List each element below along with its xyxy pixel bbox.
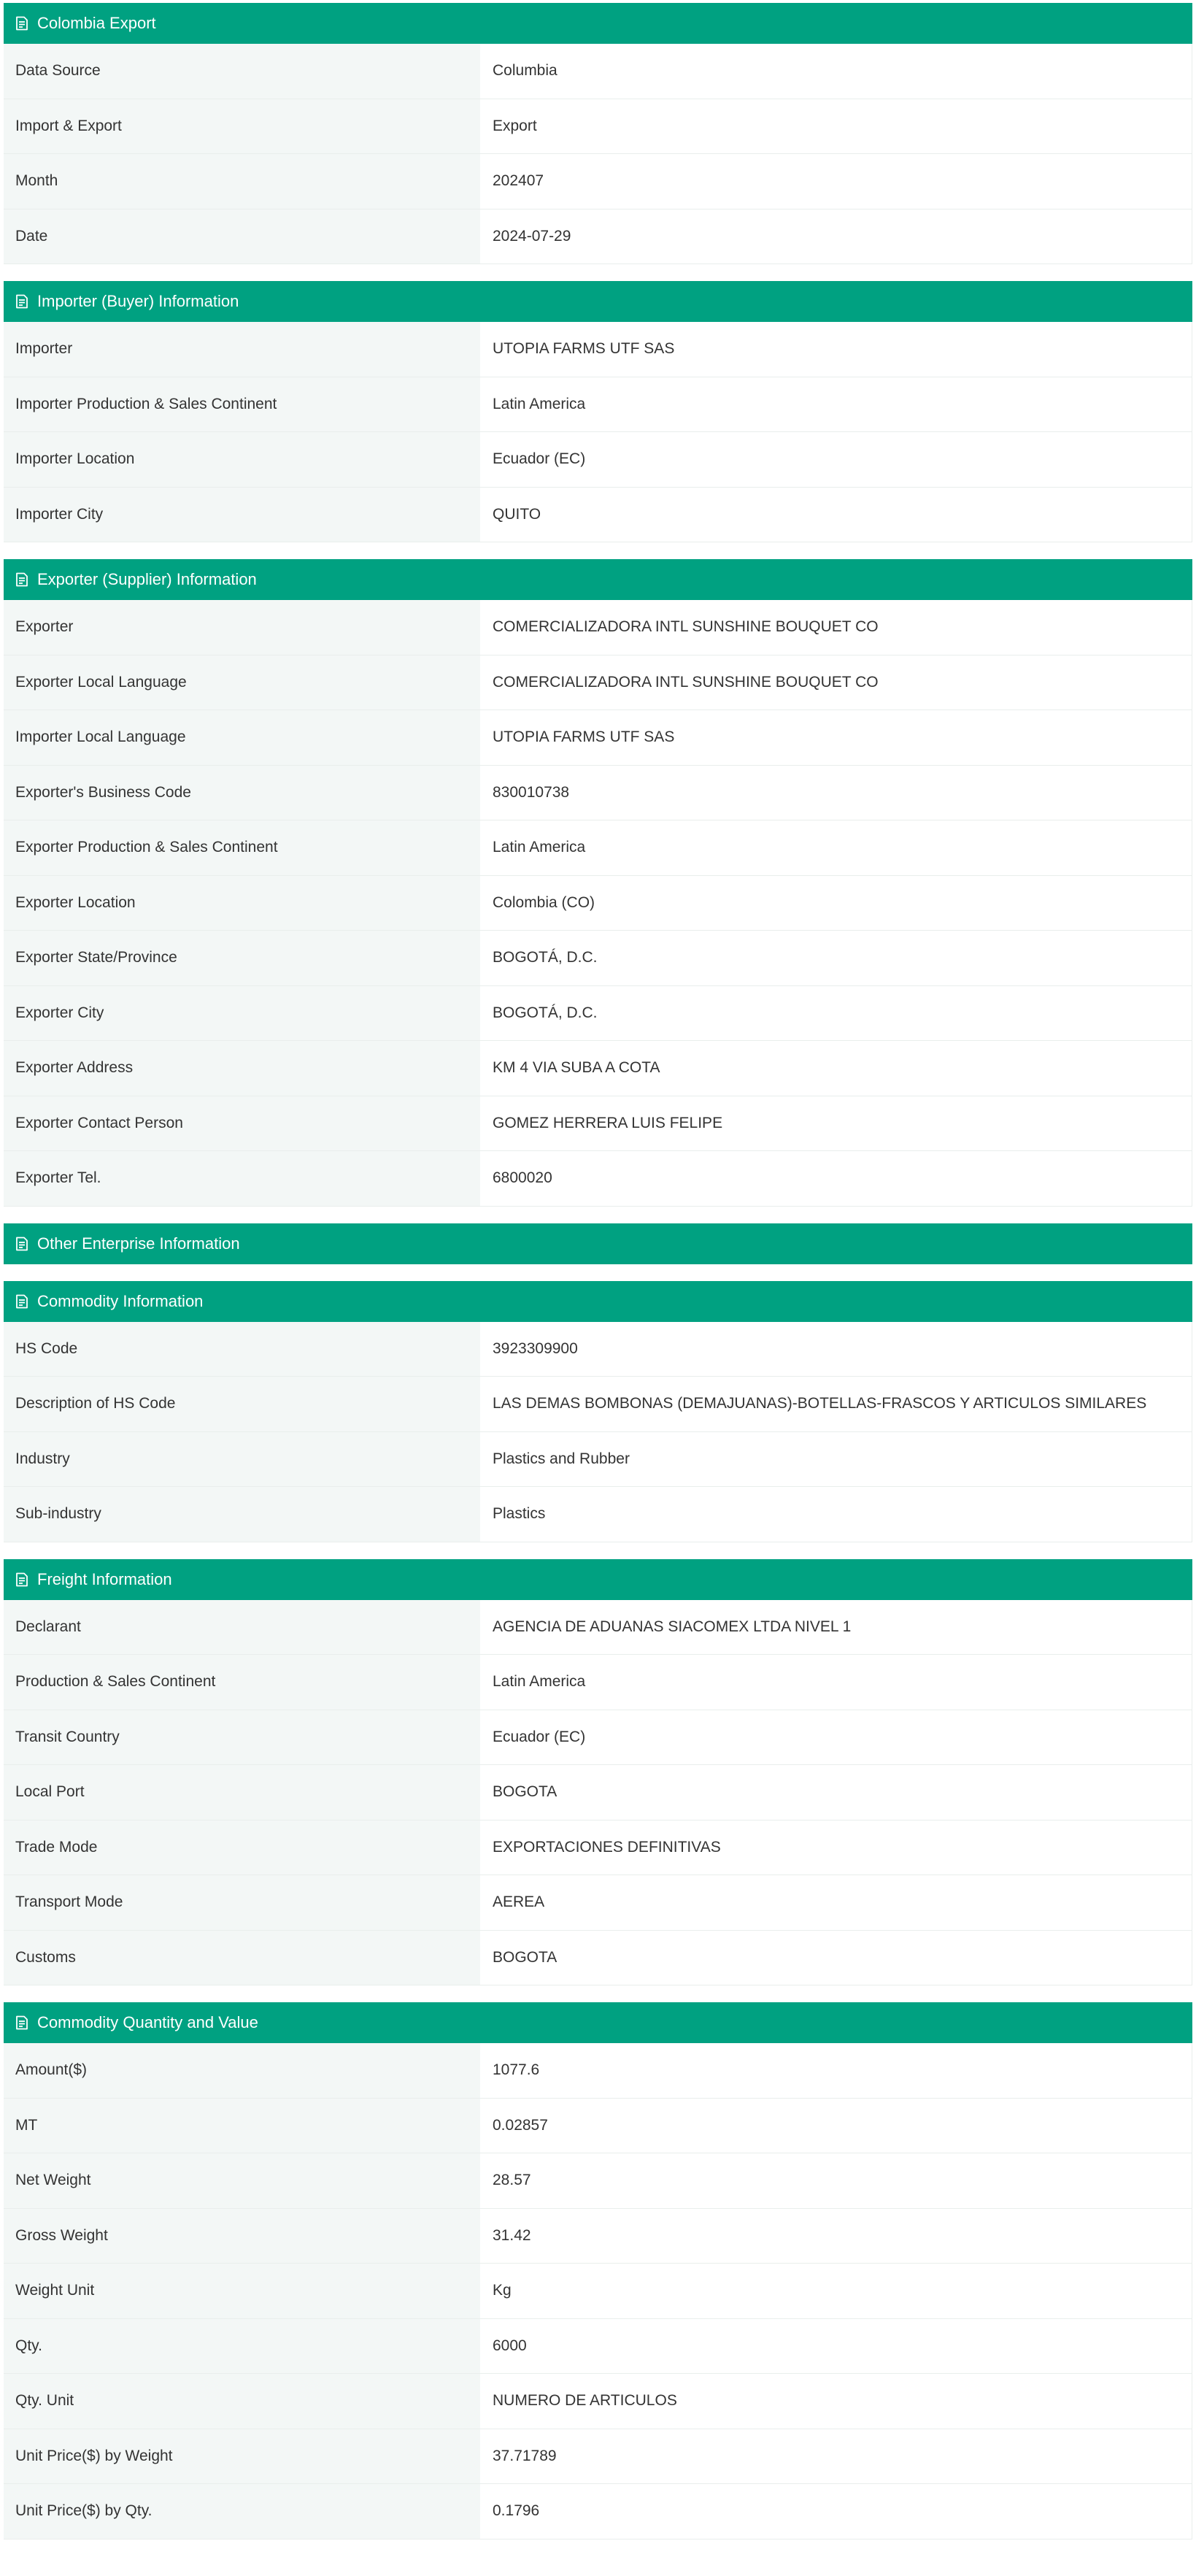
section-header	[4, 559, 1192, 600]
field-value: 6800020	[480, 1151, 1192, 1206]
field-label: Month	[4, 154, 480, 209]
table-row	[4, 1151, 1192, 1207]
field-value: Kg	[480, 2264, 1192, 2318]
field-label: Exporter Production & Sales Continent	[4, 820, 480, 875]
table-row	[4, 2099, 1192, 2154]
field-value: AEREA	[480, 1875, 1192, 1930]
section-rows	[4, 1322, 1192, 1542]
table-row	[4, 655, 1192, 711]
field-value: Latin America	[480, 820, 1192, 875]
table-row	[4, 600, 1192, 655]
field-label: Description of HS Code	[4, 1377, 480, 1431]
field-value: 28.57	[480, 2153, 1192, 2208]
field-value: BOGOTA	[480, 1931, 1192, 1985]
table-row	[4, 44, 1192, 99]
field-value: 202407	[480, 154, 1192, 209]
field-label: Transport Mode	[4, 1875, 480, 1930]
table-row	[4, 2153, 1192, 2209]
table-row	[4, 2043, 1192, 2099]
table-row	[4, 432, 1192, 488]
field-label: Exporter Location	[4, 876, 480, 931]
table-row	[4, 1765, 1192, 1820]
field-value: Ecuador (EC)	[480, 1710, 1192, 1765]
field-label: MT	[4, 2099, 480, 2153]
table-row	[4, 931, 1192, 986]
document-icon	[14, 571, 30, 588]
section-header	[4, 1559, 1192, 1600]
field-label: Weight Unit	[4, 2264, 480, 2318]
document-icon	[14, 15, 30, 32]
field-value: 1077.6	[480, 2043, 1192, 2098]
field-label: Production & Sales Continent	[4, 1655, 480, 1710]
field-label: Trade Mode	[4, 1820, 480, 1875]
field-label: Exporter State/Province	[4, 931, 480, 985]
field-label: Industry	[4, 1432, 480, 1487]
section-rows	[4, 600, 1192, 1207]
field-label: Customs	[4, 1931, 480, 1985]
field-value: GOMEZ HERRERA LUIS FELIPE	[480, 1096, 1192, 1151]
document-icon	[14, 1293, 30, 1310]
field-label: Importer Production & Sales Continent	[4, 377, 480, 432]
field-label: Exporter Tel.	[4, 1151, 480, 1206]
section-spacer	[4, 1985, 1192, 2002]
section-spacer	[4, 1264, 1192, 1281]
table-row	[4, 322, 1192, 377]
field-label: Exporter Local Language	[4, 655, 480, 710]
section-6	[4, 2002, 1192, 2540]
table-row	[4, 377, 1192, 433]
document-icon	[14, 1235, 30, 1253]
field-value: Plastics and Rubber	[480, 1432, 1192, 1487]
field-value: 6000	[480, 2319, 1192, 2374]
field-label: Unit Price($) by Qty.	[4, 2484, 480, 2539]
section-spacer	[4, 542, 1192, 559]
field-label: Exporter Contact Person	[4, 1096, 480, 1151]
table-row	[4, 2484, 1192, 2540]
field-label: Exporter	[4, 600, 480, 655]
table-row	[4, 710, 1192, 766]
section-title: Importer (Buyer) Information	[37, 292, 239, 310]
section-spacer	[4, 264, 1192, 281]
section-rows	[4, 322, 1192, 542]
table-row	[4, 1600, 1192, 1656]
field-label: Unit Price($) by Weight	[4, 2429, 480, 2484]
section-header	[4, 1223, 1192, 1264]
field-label: Importer	[4, 322, 480, 377]
section-1	[4, 281, 1192, 542]
field-value: Latin America	[480, 1655, 1192, 1710]
section-header	[4, 2002, 1192, 2043]
field-label: Importer Location	[4, 432, 480, 487]
table-row	[4, 1931, 1192, 1986]
field-value: UTOPIA FARMS UTF SAS	[480, 322, 1192, 377]
table-row	[4, 99, 1192, 155]
table-row	[4, 154, 1192, 209]
table-row	[4, 2209, 1192, 2264]
section-title: Commodity Information	[37, 1291, 204, 1310]
table-row	[4, 1377, 1192, 1432]
section-spacer	[4, 1542, 1192, 1559]
field-value: 0.1796	[480, 2484, 1192, 2539]
section-header	[4, 281, 1192, 322]
field-value: BOGOTA	[480, 1765, 1192, 1820]
field-value: 0.02857	[480, 2099, 1192, 2153]
table-row	[4, 488, 1192, 543]
section-header	[4, 3, 1192, 44]
field-value: LAS DEMAS BOMBONAS (DEMAJUANAS)-BOTELLAS-FRASCOS Y ARTICULOS SIMILARES	[480, 1377, 1192, 1431]
field-label: Import & Export	[4, 99, 480, 154]
field-label: Sub-industry	[4, 1487, 480, 1542]
document-icon	[14, 2014, 30, 2031]
field-value: Export	[480, 99, 1192, 154]
field-value: 2024-07-29	[480, 209, 1192, 264]
section-spacer	[4, 1207, 1192, 1223]
section-5	[4, 1559, 1192, 1986]
record-detail	[4, 3, 1192, 2540]
field-value: BOGOTÁ, D.C.	[480, 931, 1192, 985]
table-row	[4, 820, 1192, 876]
field-value: Colombia (CO)	[480, 876, 1192, 931]
section-0	[4, 3, 1192, 264]
table-row	[4, 2374, 1192, 2429]
field-value: 37.71789	[480, 2429, 1192, 2484]
field-value: AGENCIA DE ADUANAS SIACOMEX LTDA NIVEL 1	[480, 1600, 1192, 1655]
document-icon	[14, 293, 30, 310]
table-row	[4, 2429, 1192, 2485]
table-row	[4, 1710, 1192, 1766]
table-row	[4, 1655, 1192, 1710]
field-value: Columbia	[480, 44, 1192, 99]
field-label: Qty. Unit	[4, 2374, 480, 2429]
section-2	[4, 559, 1192, 1207]
field-label: HS Code	[4, 1322, 480, 1377]
document-icon	[14, 1571, 30, 1588]
field-label: Declarant	[4, 1600, 480, 1655]
field-value: BOGOTÁ, D.C.	[480, 986, 1192, 1041]
field-value: 3923309900	[480, 1322, 1192, 1377]
table-row	[4, 1875, 1192, 1931]
field-value: NUMERO DE ARTICULOS	[480, 2374, 1192, 2429]
table-row	[4, 2264, 1192, 2319]
section-title: Other Enterprise Information	[37, 1234, 240, 1253]
table-row	[4, 209, 1192, 265]
table-row	[4, 1041, 1192, 1096]
section-title: Colombia Export	[37, 14, 156, 32]
field-label: Transit Country	[4, 1710, 480, 1765]
table-row	[4, 986, 1192, 1042]
field-label: Date	[4, 209, 480, 264]
section-rows	[4, 44, 1192, 264]
field-value: 31.42	[480, 2209, 1192, 2264]
table-row	[4, 2319, 1192, 2375]
field-label: Exporter City	[4, 986, 480, 1041]
field-label: Qty.	[4, 2319, 480, 2374]
section-rows	[4, 1600, 1192, 1986]
field-label: Local Port	[4, 1765, 480, 1820]
field-value: UTOPIA FARMS UTF SAS	[480, 710, 1192, 765]
field-label: Importer Local Language	[4, 710, 480, 765]
field-value: Ecuador (EC)	[480, 432, 1192, 487]
field-value: EXPORTACIONES DEFINITIVAS	[480, 1820, 1192, 1875]
field-value: Latin America	[480, 377, 1192, 432]
table-row	[4, 1820, 1192, 1876]
section-title: Commodity Quantity and Value	[37, 2013, 258, 2031]
section-title: Freight Information	[37, 1569, 172, 1588]
field-value: Plastics	[480, 1487, 1192, 1542]
table-row	[4, 1432, 1192, 1488]
table-row	[4, 766, 1192, 821]
section-4	[4, 1281, 1192, 1542]
field-value: KM 4 VIA SUBA A COTA	[480, 1041, 1192, 1096]
field-value: COMERCIALIZADORA INTL SUNSHINE BOUQUET CO	[480, 655, 1192, 710]
table-row	[4, 876, 1192, 931]
field-value: QUITO	[480, 488, 1192, 542]
table-row	[4, 1096, 1192, 1152]
field-value: 830010738	[480, 766, 1192, 820]
field-label: Exporter's Business Code	[4, 766, 480, 820]
field-label: Gross Weight	[4, 2209, 480, 2264]
section-title: Exporter (Supplier) Information	[37, 570, 257, 588]
table-row	[4, 1322, 1192, 1377]
field-value: COMERCIALIZADORA INTL SUNSHINE BOUQUET CO	[480, 600, 1192, 655]
field-label: Data Source	[4, 44, 480, 99]
table-row	[4, 1487, 1192, 1542]
field-label: Net Weight	[4, 2153, 480, 2208]
field-label: Exporter Address	[4, 1041, 480, 1096]
section-header	[4, 1281, 1192, 1322]
field-label: Amount($)	[4, 2043, 480, 2098]
field-label: Importer City	[4, 488, 480, 542]
section-3	[4, 1223, 1192, 1264]
section-rows	[4, 2043, 1192, 2540]
